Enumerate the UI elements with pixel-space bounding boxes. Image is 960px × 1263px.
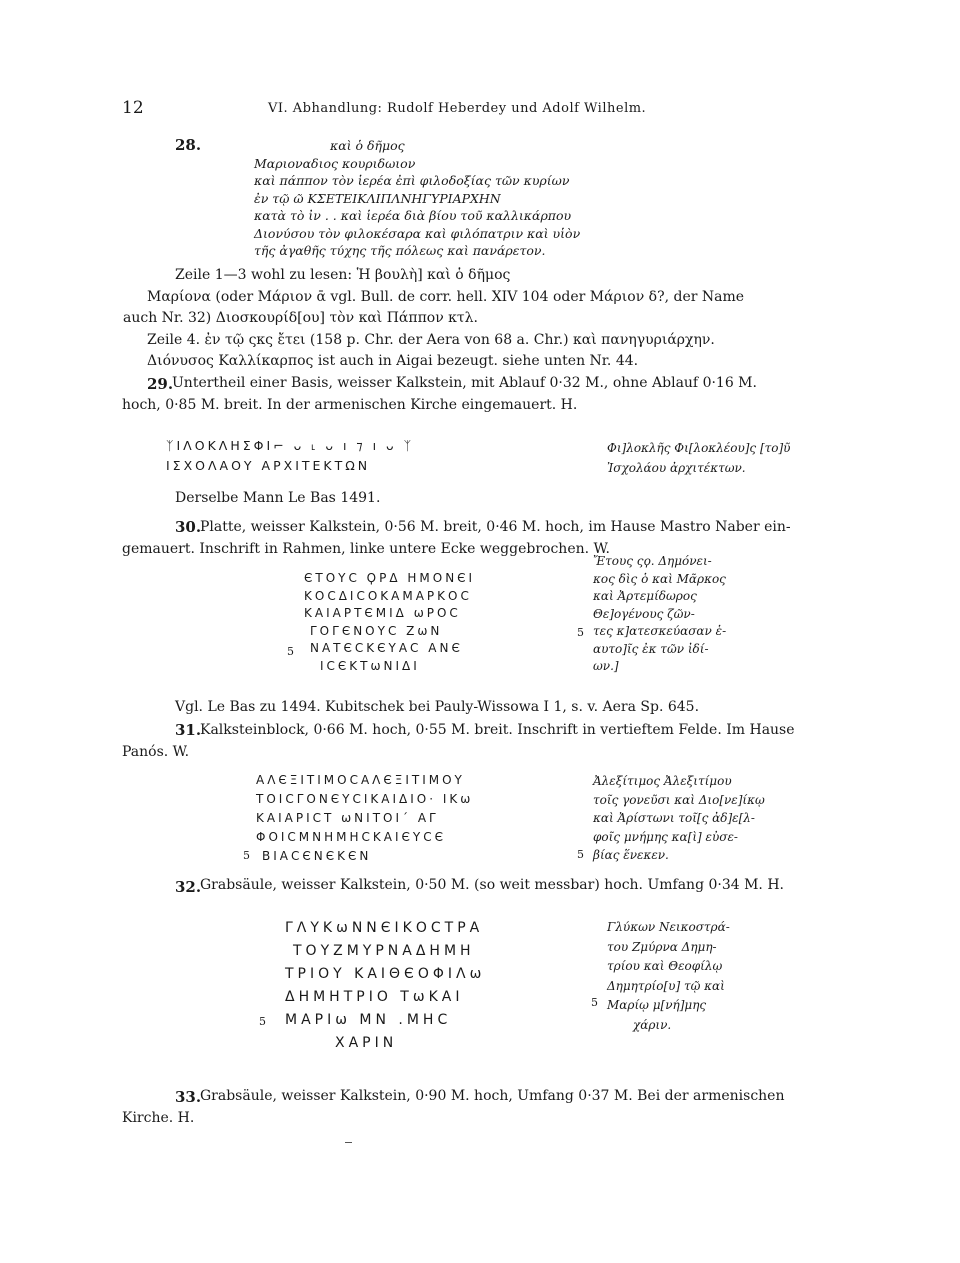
description-line: Kirche. H. xyxy=(122,1109,195,1126)
transcription-line: Ἰσχολάου ἀρχιτέκτων. xyxy=(607,461,746,475)
majuscule-line: ΓΟΓЄΝΟΥϹ ΖωΝ xyxy=(310,623,443,638)
commentary-28 xyxy=(123,265,745,373)
note-29: Derselbe Mann Le Bas 1491. xyxy=(175,490,381,506)
greek-line: Μαριοναδιος κουριδωιον xyxy=(254,155,416,171)
transcription-line: Μαρίῳ μ[νή]μης xyxy=(607,998,707,1012)
greek-line: κατὰ τὸ ἰν . . καὶ ἱερέα διὰ βίου τοῦ καλλικάρπου xyxy=(254,208,572,223)
transcription-line: τοῖς γονεῦσι καὶ Διο[νε]ίκῳ xyxy=(593,792,765,807)
description-line: Grabsäule, weisser Kalkstein, 0·90 M. hoch, Umfang 0·37 M. Bei der armenischen xyxy=(200,1088,785,1104)
transcription-31 xyxy=(593,772,765,865)
majuscule-line: ΚΑΙΑΡΙϹΤ ωΝΙΤΟΙ΄ ΑΓ xyxy=(256,811,439,825)
entry-number-29: 29. xyxy=(147,375,174,393)
transcription-29 xyxy=(607,438,790,478)
transcription-line: Ἀλεξίτιμος Ἀλεξιτίμου xyxy=(593,774,732,788)
description-32: Grabsäule, weisser Kalkstein, 0·50 M. (so weit messbar) hoch. Umfang 0·34 M. H. xyxy=(200,877,784,893)
transcription-line: αυτο]ῖς ἐκ τῶν ἰδί- xyxy=(593,641,709,656)
commentary-line: auch Nr. 32) Διοσκουρίδ[ου] τὸν καὶ Πάππον κτλ. xyxy=(123,310,478,326)
majuscule-line: ΙϹЄΚΤωΝΙΔΙ xyxy=(320,658,420,673)
line-marker-32-right: 5 xyxy=(591,996,598,1009)
description-31 xyxy=(122,720,795,763)
majuscule-line: ΤΟΙϹΓΟΝЄΥϹΙΚΑΙΔΙΟ⋅ ΙΚω xyxy=(256,792,474,806)
majuscule-line: ΧΑΡΙΝ xyxy=(335,1035,398,1051)
description-line: hoch, 0·85 M. breit. In der armenischen Kirche eingemauert. H. xyxy=(122,396,578,413)
transcription-line: Γλύκων Νεικοστρά- xyxy=(607,920,730,934)
majuscule-line: ΚΟϹΔΙϹΟΚΑΜΑΡΚΟϹ xyxy=(304,588,472,603)
page-number: 12 xyxy=(122,98,144,118)
greek-line: Διονύσου τὸν φιλοκέσαρα καὶ φιλόπατριν καὶ υἱὸν xyxy=(254,225,581,241)
transcription-line: ων.] xyxy=(593,659,619,673)
majuscule-line: ΔΗΜΗΤΡΙΟ ΤωΚΑΙ xyxy=(285,989,464,1005)
line-marker-30-right: 5 xyxy=(577,626,584,639)
description-29 xyxy=(122,373,757,416)
description-line: Kalksteinblock, 0·66 M. hoch, 0·55 M. breit. Inschrift in vertieftem Felde. Im Hause xyxy=(200,722,795,738)
majuscule-line: ΤΡΙΟΥ ΚΑΙΘЄΟΦΙΛω xyxy=(285,966,486,982)
description-line: Untertheil einer Basis, weisser Kalkstein, mit Ablauf 0·32 M., ohne Ablauf 0·16 M. xyxy=(172,375,757,391)
transcription-30 xyxy=(593,553,726,676)
transcription-line: του Ζμύρνα Δημη- xyxy=(607,939,717,954)
greek-line: ἐν τῷ ῶ ΚΣΕΤΕΙΚΛΙΠΛΝΗΓΥΡΙΑΡΧΗΝ xyxy=(254,190,501,206)
description-line: gemauert. Inschrift in Rahmen, linke untere Ecke weggebrochen. W. xyxy=(122,540,610,557)
line-marker-31-right: 5 xyxy=(577,848,584,861)
greek-line: καὶ ὁ δῆμος xyxy=(330,138,405,153)
note-30: Vgl. Le Bas zu 1494. Kubitschek bei Pauly-Wissowa I 1, s. v. Aera Sp. 645. xyxy=(175,699,700,715)
transcription-line: καὶ Ἀρτεμίδωρος xyxy=(593,589,697,603)
greek-line: τῆς ἀγαθῆς τύχης τῆς πόλεως καὶ πανάρετον. xyxy=(254,243,546,258)
majuscule-30 xyxy=(304,570,475,675)
majuscule-29 xyxy=(166,436,414,476)
description-line: Platte, weisser Kalkstein, 0·56 M. breit, 0·46 M. hoch, im Hause Mastro Naber ein- xyxy=(200,519,791,535)
transcription-line: Φι]λοκλῆς Φι[λοκλέου]ς [το]ῦ xyxy=(607,441,791,455)
transcription-line: Δημητρίο[υ] τῷ καὶ xyxy=(607,978,725,993)
transcription-line: φοῖς μνήμης κα[ὶ] εὐσε- xyxy=(593,829,738,844)
transcription-line: Ἔτους ςϙ. Δημόνει- xyxy=(593,554,712,568)
majuscule-32 xyxy=(285,917,485,1055)
majuscule-line: ЄΤΟΥϹ ϘΡΔ ΗΜΟΝЄΙ xyxy=(304,571,476,585)
commentary-line: Zeile 4. ἐν τῷ ςκς ἔτει (158 p. Chr. der Aera von 68 a. Chr.) καὶ πανηγυριάρχην. xyxy=(147,331,715,348)
majuscule-line: ΑΛЄΞΙΤΙΜΟϹΑΛЄΞΙΤΙΜΟΥ xyxy=(256,773,465,787)
majuscule-line: ΝΑΤЄϹΚЄΥΑϹ ΑΝЄ xyxy=(310,641,463,655)
transcription-line: κος δὶς ὁ καὶ Μᾶρκος xyxy=(593,571,726,586)
transcription-line: τρίου καὶ Θεοφίλῳ xyxy=(607,959,723,973)
majuscule-line: ΜΑΡΙω ΜΝ .ΜΗϹ xyxy=(285,1012,452,1028)
line-marker-30-left: 5 xyxy=(287,645,294,658)
greek-line: καὶ πάππον τὸν ἱερέα ἐπὶ φιλοδοξίας τῶν κυρίων xyxy=(254,173,570,188)
transcription-32 xyxy=(607,918,730,1035)
inscription-28-greek xyxy=(254,137,580,260)
transcription-line: χάριν. xyxy=(633,1017,672,1032)
majuscule-line: ΦΟΙϹΜΝΗΜΗϹΚΑΙЄΥϹЄ xyxy=(256,830,447,844)
majuscule-line: ΚΑΙΑΡΤЄΜΙΔ ωΡΟϹ xyxy=(304,606,461,620)
line-marker-31-left: 5 xyxy=(243,849,250,862)
majuscule-line: ΓΛΥΚωΝΝЄΙΚΟϹΤΡΑ xyxy=(285,920,484,936)
entry-number-31: 31. xyxy=(175,721,202,739)
majuscule-line: ΙΣΧΟΛΑΟΥ ΑΡΧΙΤΕΚΤΩΝ xyxy=(166,458,371,473)
commentary-line: Διόνυσος Καλλίκαρπος ist auch in Aigai bezeugt. siehe unten Nr. 44. xyxy=(147,353,639,369)
majuscule-line: ΒΙΑϹЄΝЄΚЄΝ xyxy=(262,849,372,863)
transcription-line: Θε]ογένους ζῶν- xyxy=(593,606,695,621)
commentary-line: Zeile 1—3 wohl zu lesen: Ἡ βουλὴ] καὶ ὁ δῆμος xyxy=(175,267,511,283)
commentary-line: Μαρίονα (oder Μάριον ᾱ vgl. Bull. de corr. hell. XIV 104 oder Μάριον δ?, der Name xyxy=(147,288,745,305)
entry-number-28: 28. xyxy=(175,136,202,154)
majuscule-line: ᛉΙΛΟΚΛΗΣΦΙ⌐ ᴗ ˪ ᴗ ı ⁊ ı ᴗ ᛉ xyxy=(166,438,415,453)
majuscule-line: ΤΟΥΖΜΥΡΝΑΔΗΜΗ xyxy=(293,943,475,959)
entry-number-33: 33. xyxy=(175,1088,202,1106)
entry-number-32: 32. xyxy=(175,878,202,896)
running-head: VI. Abhandlung: Rudolf Heberdey und Adolf Wilhelm. xyxy=(268,101,647,116)
transcription-line: καὶ Ἀρίστωνι τοῖ[ς ἀδ]ε[λ- xyxy=(593,811,755,825)
transcription-line: βίας ἕνεκεν. xyxy=(593,848,669,862)
line-marker-32-left: 5 xyxy=(259,1015,266,1028)
majuscule-31 xyxy=(256,771,473,866)
transcription-line: τες κ]ατεσκεύασαν ἑ- xyxy=(593,624,727,638)
stray-mark xyxy=(345,1142,352,1143)
entry-number-30: 30. xyxy=(175,518,202,536)
description-33 xyxy=(122,1086,784,1129)
description-line: Panós. W. xyxy=(122,743,190,760)
